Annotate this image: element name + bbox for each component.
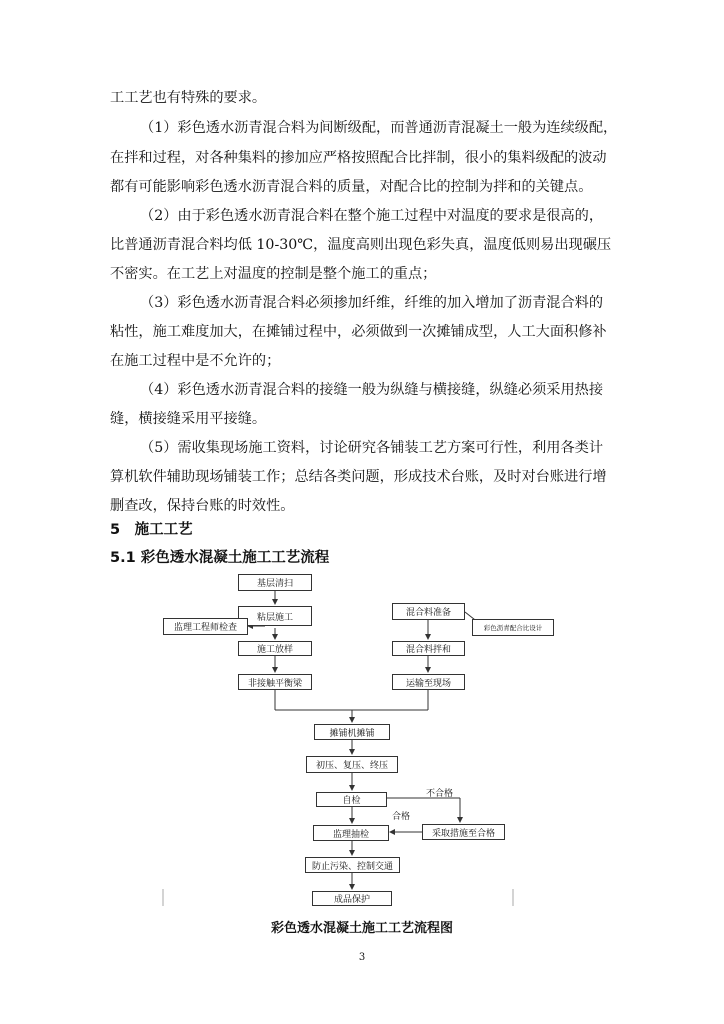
flow-self-check: 自检 <box>316 792 387 807</box>
flow-mix-stir: 混合料拌和 <box>392 641 465 656</box>
text-line: 工工艺也有特殊的要求。 <box>110 90 267 106</box>
figure-caption: 彩色透水混凝土施工工艺流程图 <box>270 921 453 936</box>
text-line: （3）彩色透水沥青混合料必须掺加纤维，纤维的加入增加了沥青混合料的 <box>140 295 604 311</box>
subsection-heading: 5.1 彩色透水混凝土施工工艺流程 <box>110 550 330 566</box>
text-line: 算机软件辅助现场铺装工作；总结各类问题，形成技术台账，及时对台账进行增 <box>110 469 607 485</box>
text-line: 都有可能影响彩色透水沥青混合料的质量，对配合比的控制为拌和的关键点。 <box>110 179 593 195</box>
flow-mix-prep: 混合料准备 <box>392 603 465 620</box>
text-line: 粘性，施工难度加大，在摊铺过程中，必须做到一次摊铺成型，人工大面积修补 <box>110 324 607 340</box>
label-qualified: 合格 <box>392 812 411 822</box>
flow-supervisor-check: 监理工程师检查 <box>163 618 248 635</box>
flow-tack-coat: 粘层施工 <box>238 606 312 626</box>
flow-transport: 运输至现场 <box>392 674 465 690</box>
text-line: （1）彩色透水沥青混合料为间断级配，而普通沥青混凝土一般为连续级配， <box>140 120 618 136</box>
flow-base-clean: 基层清扫 <box>238 574 312 591</box>
text-line: 在施工过程中是不允许的； <box>110 353 281 369</box>
flow-protection: 成品保护 <box>312 891 392 906</box>
flow-corrective: 采取措施至合格 <box>422 824 505 840</box>
text-line: 不密实。在工艺上对温度的控制是整个施工的重点； <box>110 266 437 282</box>
flow-supervision-sampling: 监理抽检 <box>313 825 389 841</box>
page-number: 3 <box>358 952 366 963</box>
flow-prevent-pollution: 防止污染、控制交通 <box>305 857 400 873</box>
section-heading: 5 施工工艺 <box>110 522 193 538</box>
text-line: （2）由于彩色透水沥青混合料在整个施工过程中对温度的要求是很高的， <box>140 208 604 224</box>
text-line: 比普通沥青混合料均低 10-30℃，温度高则出现色彩失真，温度低则易出现碾压 <box>110 237 612 253</box>
flow-mix-design: 彩色沥青配合比设计 <box>472 619 554 636</box>
text-line: 删查改，保持台账的时效性。 <box>110 498 295 514</box>
flow-paver: 摊铺机摊铺 <box>314 724 390 740</box>
label-unqualified: 不合格 <box>426 789 454 799</box>
text-line: （4）彩色透水沥青混合料的接缝一般为纵缝与横接缝，纵缝必须采用热接 <box>140 382 604 398</box>
flow-nontouch-beam: 非接触平衡梁 <box>238 674 312 690</box>
text-line: 在拌和过程，对各种集料的掺加应严格按照配合比拌制，很小的集料级配的波动 <box>110 150 607 166</box>
flow-layout: 施工放样 <box>238 641 312 656</box>
text-line: （5）需收集现场施工资料，讨论研究各铺装工艺方案可行性，利用各类计 <box>140 440 604 456</box>
text-line: 缝，横接缝采用平接缝。 <box>110 411 267 427</box>
flow-compaction: 初压、复压、终压 <box>306 756 398 773</box>
